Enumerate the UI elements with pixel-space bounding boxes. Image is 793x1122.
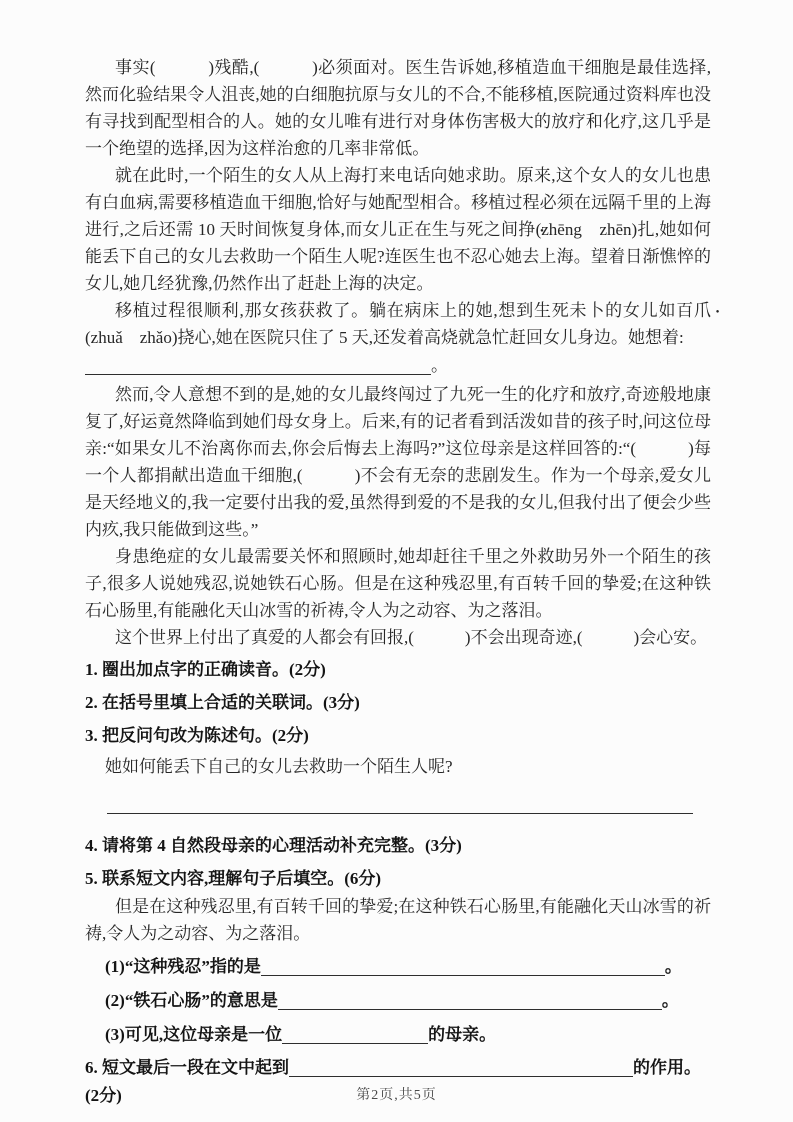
passage-paragraph-5 (85, 543, 711, 624)
text-run: 她如何能丢下自己的女儿去救助一个陌生人呢? (105, 757, 453, 776)
question-3 (85, 722, 711, 750)
question-1 (85, 656, 711, 684)
text-run: 移植过程很顺利,那女孩获救了。躺在病床上的她,想到生死未卜的女儿如百 (115, 301, 694, 320)
passage-paragraph-4 (85, 381, 711, 543)
text-run: 6. 短文最后一段在文中起到 (85, 1058, 289, 1077)
text-run: 4. 请将第 4 自然段母亲的心理活动补充完整。(3分) (85, 836, 462, 855)
text-run: (3)可见,这位母亲是一位 (105, 1025, 283, 1044)
text-run: 5. 联系短文内容,理解句子后填空。(6分) (85, 869, 382, 888)
answer-blank-line (289, 1059, 633, 1077)
text-run: 这个世界上付出了真爱的人都会有回报,( )不会出现奇迹,( )会心安。 (115, 628, 708, 647)
text-run: 事实( )残酷,( )必须面对。医生告诉她,移植造血干细胞是最佳选择,然而化验结果令人沮丧,她的白细胞抗原与女儿的不合,不能移植,医院通过资料库也没有寻找到配型相合的人。她的女儿唯有进行对身体伤害极大的放疗和化疗,这几乎是一个绝望的选择,因为这样治愈的几率非常低。 (85, 58, 711, 158)
text-run: (zhuǎ zhǎo)挠心,她在医院只住了 5 天,还发着高烧就急忙赶回女儿身边。她想着: (85, 328, 684, 347)
text-run: 。 (664, 957, 682, 976)
question-5-subitem-2 (85, 987, 711, 1015)
passage-paragraph-3 (85, 297, 711, 351)
text-run: 然而,令人意想不到的是,她的女儿最终闯过了九死一生的化疗和放疗,奇迹般地康复了,好运竟然降临到她们母女身上。后来,有的记者看到活泼如昔的孩子时,问这位母亲:“如果女儿不治离你而去,你会后悔去上海吗?”这位母亲是这样回答的:“( )每一个人都捐献出造血干细胞,( )不会有无奈的悲剧发生。作为一个母亲,爱女儿是天经地义的,我一定要付出我的爱,虽然得到爱的不是我的女儿,但我付出了便会少些内疚,我只能做到这些。” (85, 385, 711, 539)
question-3-sentence (85, 753, 711, 780)
text-run: 3. 把反问句改为陈述句。(2分) (85, 726, 309, 745)
answer-blank-line (85, 357, 431, 375)
page-number-footer: 第2页,共5页 (356, 1088, 437, 1103)
answer-blank-line (278, 992, 662, 1010)
question-4 (85, 832, 711, 860)
answer-blank-line (261, 958, 665, 976)
text-run: (1)“这种残忍”指的是 (105, 957, 261, 976)
question-5-subitem-1 (85, 953, 711, 981)
text-run: 。 (661, 991, 679, 1010)
question-5 (85, 865, 711, 893)
passage-paragraph-2 (85, 162, 711, 297)
text-run: 身患绝症的女儿最需要关怀和照顾时,她却赶往千里之外救助另外一个陌生的孩子,很多人说她残忍,说她铁石心肠。但是在这种残忍里,有百转千回的挚爱;在这种铁石心肠里,有能融化天山冰雪的祈祷,令人为之动容、为之落泪。 (85, 547, 711, 620)
document-content (85, 54, 711, 1110)
text-run: 的作用。(2分) (85, 1058, 701, 1105)
text-run: 但是在这种残忍里,有百转千回的挚爱;在这种铁石心肠里,有能融化天山冰雪的祈祷,令人为之动容、为之落泪。 (85, 897, 711, 943)
question-2 (85, 689, 711, 717)
question-3-answer-line (85, 790, 711, 820)
text-run: (zhēng zhēn)扎,她如何能丢下自己的女儿去救助一个陌生人呢?连医生也不忍心她去上海。望着日渐憔悴的女儿,她几经犹豫,仍然作出了赶赴上海的决定。 (85, 220, 711, 293)
question-5-quote (85, 893, 711, 947)
text-run: 的母亲。 (428, 1025, 497, 1044)
text-run: 。 (431, 356, 448, 375)
text-run: 2. 在括号里填上合适的关联词。(3分) (85, 693, 360, 712)
text-run: 就在此时,一个陌生的女人从上海打来电话向她求助。原来,这个女人的女儿也患有白血病,需要移植造血干细胞,恰好与她配型相合。移植过程必须在远隔千里的上海进行,之后还需 10 天时间恢复身体,而女儿正在生与死之间 (85, 166, 711, 239)
passage-paragraph-1 (85, 54, 711, 162)
text-run: (2)“铁石心肠”的意思是 (105, 991, 278, 1010)
answer-blank-line (282, 1026, 428, 1044)
answer-blank-line (107, 796, 693, 814)
question-5-subitem-3 (85, 1021, 711, 1049)
passage-paragraph-6 (85, 624, 711, 651)
text-run: 1. 圈出加点字的正确读音。(2分) (85, 660, 326, 679)
emphasis-dotted-char: 爪 ● (694, 301, 711, 320)
emphasis-dotted-char: 挣 ● (518, 220, 535, 239)
passage-paragraph-3-blank (85, 351, 711, 381)
